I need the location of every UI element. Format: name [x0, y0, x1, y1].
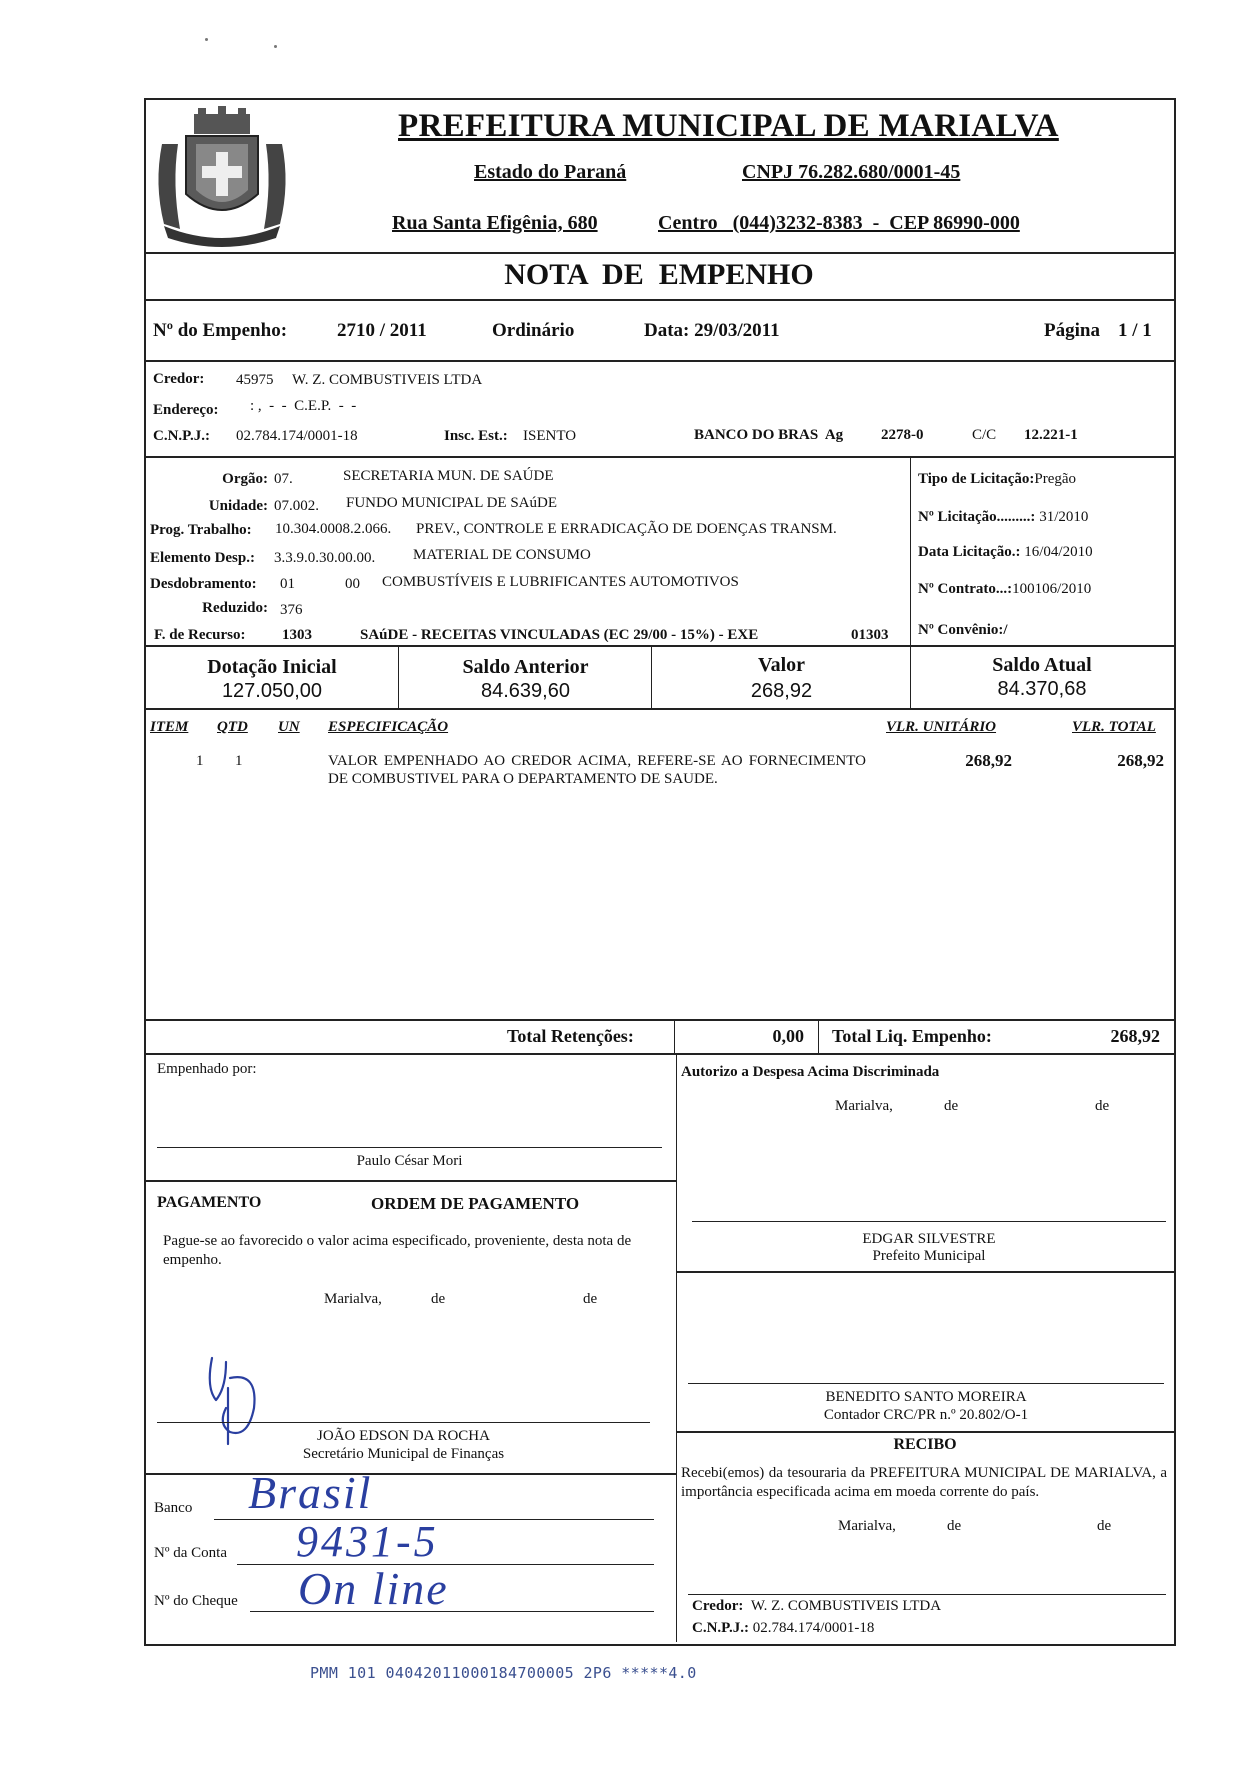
elemento-code: 3.3.9.0.30.00.00.	[274, 550, 376, 566]
endereco-value: : , - - C.E.P. - -	[250, 398, 357, 414]
recurso-code2: 01303	[851, 627, 889, 643]
licitacao-data-label: Data Licitação.:	[918, 544, 1021, 560]
total-retencoes-label: Total Retenções:	[507, 1026, 634, 1046]
column-divider	[818, 1020, 819, 1054]
autorizo-label: Autorizo a Despesa Acima Discriminada	[681, 1064, 940, 1080]
divider	[144, 360, 1174, 362]
address-contact: Centro (044)3232-8383 - CEP 86990-000	[658, 212, 1020, 234]
divider	[144, 456, 1174, 458]
col-header-item: ITEM	[150, 719, 189, 735]
unidade-label: Unidade:	[208, 498, 268, 514]
prog-name: PREV., CONTROLE E ERRADICAÇÃO DE DOENÇAS TRANSM.	[416, 521, 837, 537]
empenho-type: Ordinário	[492, 320, 575, 341]
contador-role: Contador CRC/PR n.º 20.802/O-1	[823, 1407, 1029, 1423]
divider	[144, 1473, 676, 1475]
recibo-cnpj	[692, 1620, 874, 1637]
recibo-credor	[692, 1598, 941, 1615]
licitacao-numero-value: 31/2010	[1039, 509, 1089, 525]
elemento-name: MATERIAL DE CONSUMO	[413, 547, 591, 563]
total-liquido-label: Total Liq. Empenho:	[832, 1026, 992, 1046]
reduzido-value: 376	[280, 602, 303, 618]
column-divider	[674, 1020, 675, 1054]
dotacao-inicial-label: Dotação Inicial	[207, 656, 337, 678]
prog-label: Prog. Trabalho:	[150, 522, 252, 538]
divider	[144, 1019, 1174, 1021]
signature-line	[157, 1422, 650, 1423]
item-qtd: 1	[235, 753, 243, 769]
recibo-credor-value: W. Z. COMBUSTIVEIS LTDA	[750, 1598, 942, 1614]
licitacao-tipo-label: Tipo de Licitação:	[918, 471, 1035, 487]
divider	[676, 1271, 1174, 1273]
divider	[676, 1431, 1174, 1433]
address-street: Rua Santa Efigênia, 680	[392, 212, 598, 234]
item-unit-value: 268,92	[965, 751, 1012, 770]
state-name: Estado do Paraná	[474, 161, 627, 183]
unidade-name: FUNDO MUNICIPAL DE SAúDE	[346, 495, 557, 511]
column-divider	[676, 1054, 677, 1642]
licitacao-data-value: 16/04/2010	[1024, 544, 1093, 560]
column-divider	[398, 646, 399, 708]
cnpj-value: 02.784.174/0001-18	[236, 428, 358, 444]
ordem-pagamento-title: ORDEM DE PAGAMENTO	[371, 1194, 580, 1213]
empenho-number: 2710 / 2011	[337, 320, 427, 341]
licitacao-data	[918, 544, 1093, 561]
column-divider	[651, 646, 652, 708]
recibo-cnpj-label: C.N.P.J.:	[692, 1620, 749, 1636]
recibo-credor-label: Credor:	[692, 1598, 744, 1614]
pagamento-label: PAGAMENTO	[157, 1194, 262, 1211]
scan-speck	[205, 38, 208, 41]
desdobramento-code1: 01	[280, 576, 295, 592]
licitacao-contrato	[918, 581, 1091, 598]
cheque-handwritten: On line	[298, 1563, 449, 1614]
valor-label: Valor	[757, 654, 806, 676]
valor-value: 268,92	[750, 680, 813, 702]
col-header-vlr-unitario: VLR. UNITÁRIO	[886, 719, 997, 735]
credor-code: 45975	[236, 372, 274, 388]
divider	[144, 645, 1174, 647]
document-title: NOTA DE EMPENHO	[504, 258, 814, 291]
licitacao-tipo-value: Pregão	[1034, 471, 1077, 487]
licitacao-contrato-label: Nº Contrato...:	[918, 581, 1013, 597]
prog-code: 10.304.0008.2.066.	[275, 521, 392, 537]
desdobramento-name: COMBUSTÍVEIS E LUBRIFICANTES AUTOMOTIVOS	[382, 574, 739, 590]
scan-speck	[274, 45, 277, 48]
prefeito-role: Prefeito Municipal	[872, 1248, 986, 1264]
financas-name: JOÃO EDSON DA ROCHA	[317, 1428, 490, 1444]
divider	[144, 1053, 1174, 1055]
financas-role: Secretário Municipal de Finanças	[302, 1446, 505, 1462]
col-header-vlr-total: VLR. TOTAL	[1072, 719, 1156, 735]
conta-label: Nº da Conta	[154, 1545, 227, 1561]
cc-value: 12.221-1	[1024, 427, 1078, 443]
pagamento-text: Pague-se ao favorecido o valor acima especificado, proveniente, desta nota de empenho.	[163, 1233, 632, 1268]
saldo-atual-value: 84.370,68	[997, 678, 1087, 700]
cnpj-label: C.N.P.J.:	[153, 428, 210, 444]
divider	[144, 708, 1174, 710]
col-header-un: UN	[278, 719, 300, 735]
recurso-name: SAúDE - RECEITAS VINCULADAS (EC 29/00 - 15%) - EXE	[360, 627, 759, 643]
municipal-emblem	[150, 104, 294, 250]
reduzido-label: Reduzido:	[202, 600, 268, 616]
conta-handwritten: 9431-5	[296, 1517, 439, 1566]
elemento-label: Elemento Desp.:	[150, 550, 255, 566]
item-number: 1	[196, 753, 204, 769]
col-header-especificacao: ESPECIFICAÇÃO	[328, 719, 449, 735]
banco-label: Banco	[154, 1500, 193, 1516]
signature-line	[157, 1147, 662, 1148]
orgao-label: Orgão:	[222, 471, 268, 487]
desdobramento-label: Desdobramento:	[150, 576, 257, 592]
empenho-number-label: Nº do Empenho:	[153, 320, 288, 341]
bank-name: BANCO DO BRAS Ag	[694, 427, 844, 443]
recurso-label: F. de Recurso:	[154, 627, 246, 643]
pagamento-de1: de	[431, 1291, 446, 1307]
pagamento-de2: de	[583, 1291, 598, 1307]
insc-label: Insc. Est.:	[444, 428, 508, 444]
autorizo-de1: de	[944, 1098, 959, 1114]
endereco-label: Endereço:	[153, 402, 219, 418]
total-liquido-value: 268,92	[1110, 1026, 1160, 1046]
total-retencoes-value: 0,00	[772, 1026, 804, 1046]
recibo-city: Marialva,	[838, 1518, 896, 1534]
saldo-anterior-label: Saldo Anterior	[462, 656, 589, 678]
desdobramento-code2: 00	[345, 576, 360, 592]
recibo-cnpj-value: 02.784.174/0001-18	[752, 1620, 875, 1636]
empenhado-name: Paulo César Mori	[356, 1153, 463, 1169]
saldo-atual-label: Saldo Atual	[992, 654, 1092, 676]
item-specification: VALOR EMPENHADO AO CREDOR ACIMA, REFERE-SE AO FORNECIMENTO DE COMBUSTIVEL PARA O DEPARTAMENTO DE SAUDE.	[328, 753, 866, 787]
recibo-title: RECIBO	[893, 1436, 957, 1453]
cc-label: C/C	[972, 427, 997, 443]
orgao-code: 07.	[274, 471, 293, 487]
prefeito-name: EDGAR SILVESTRE	[862, 1231, 996, 1247]
emblem-banner-text: MARIALVA	[198, 224, 246, 234]
page-number: 1 / 1	[1118, 320, 1152, 341]
licitacao-convenio: Nº Convênio:/	[918, 622, 1008, 638]
column-divider	[910, 457, 911, 645]
banco-handwritten: Brasil	[248, 1467, 373, 1518]
orgao-name: SECRETARIA MUN. DE SAÚDE	[343, 468, 554, 484]
empenhado-label: Empenhado por:	[157, 1061, 257, 1077]
credor-label: Credor:	[153, 371, 205, 387]
signature-line	[688, 1594, 1166, 1595]
licitacao-numero	[918, 509, 1088, 526]
saldo-anterior-value: 84.639,60	[481, 680, 570, 702]
unidade-code: 07.002.	[274, 498, 319, 514]
licitacao-numero-label: Nº Licitação.........:	[918, 509, 1036, 525]
cheque-label: Nº do Cheque	[154, 1593, 238, 1609]
divider	[144, 1180, 676, 1182]
recibo-de2: de	[1097, 1518, 1112, 1534]
recibo-de1: de	[947, 1518, 962, 1534]
divider	[144, 299, 1174, 301]
autorizo-city: Marialva,	[835, 1098, 893, 1114]
bank-agency: 2278-0	[881, 427, 924, 443]
page-label: Página	[1044, 320, 1100, 341]
page-title: PREFEITURA MUNICIPAL DE MARIALVA	[398, 108, 1059, 144]
pagamento-city: Marialva,	[324, 1291, 382, 1307]
licitacao-tipo	[918, 471, 1076, 488]
footer-code: PMM 101 04042011000184700005 2P6 *****4.0	[310, 1664, 697, 1682]
cnpj-header: CNPJ 76.282.680/0001-45	[742, 161, 961, 183]
dotacao-inicial-value: 127.050,00	[221, 680, 323, 702]
column-divider	[910, 646, 911, 708]
signature-line	[688, 1383, 1164, 1384]
licitacao-contrato-value: 100106/2010	[1012, 581, 1092, 597]
credor-name: W. Z. COMBUSTIVEIS LTDA	[292, 372, 483, 388]
contador-name: BENEDITO SANTO MOREIRA	[825, 1389, 1027, 1405]
item-total-value: 268,92	[1117, 751, 1164, 770]
col-header-qtd: QTD	[217, 719, 248, 735]
insc-value: ISENTO	[523, 428, 577, 444]
autorizo-de2: de	[1095, 1098, 1110, 1114]
recurso-code: 1303	[282, 627, 312, 643]
divider	[144, 252, 1174, 254]
recibo-text: Recebi(emos) da tesouraria da PREFEITURA MUNICIPAL DE MARIALVA, a importância especificada acima em moeda corrente do país.	[681, 1465, 1167, 1500]
signature-line	[692, 1221, 1166, 1222]
empenho-date: Data: 29/03/2011	[644, 320, 780, 341]
